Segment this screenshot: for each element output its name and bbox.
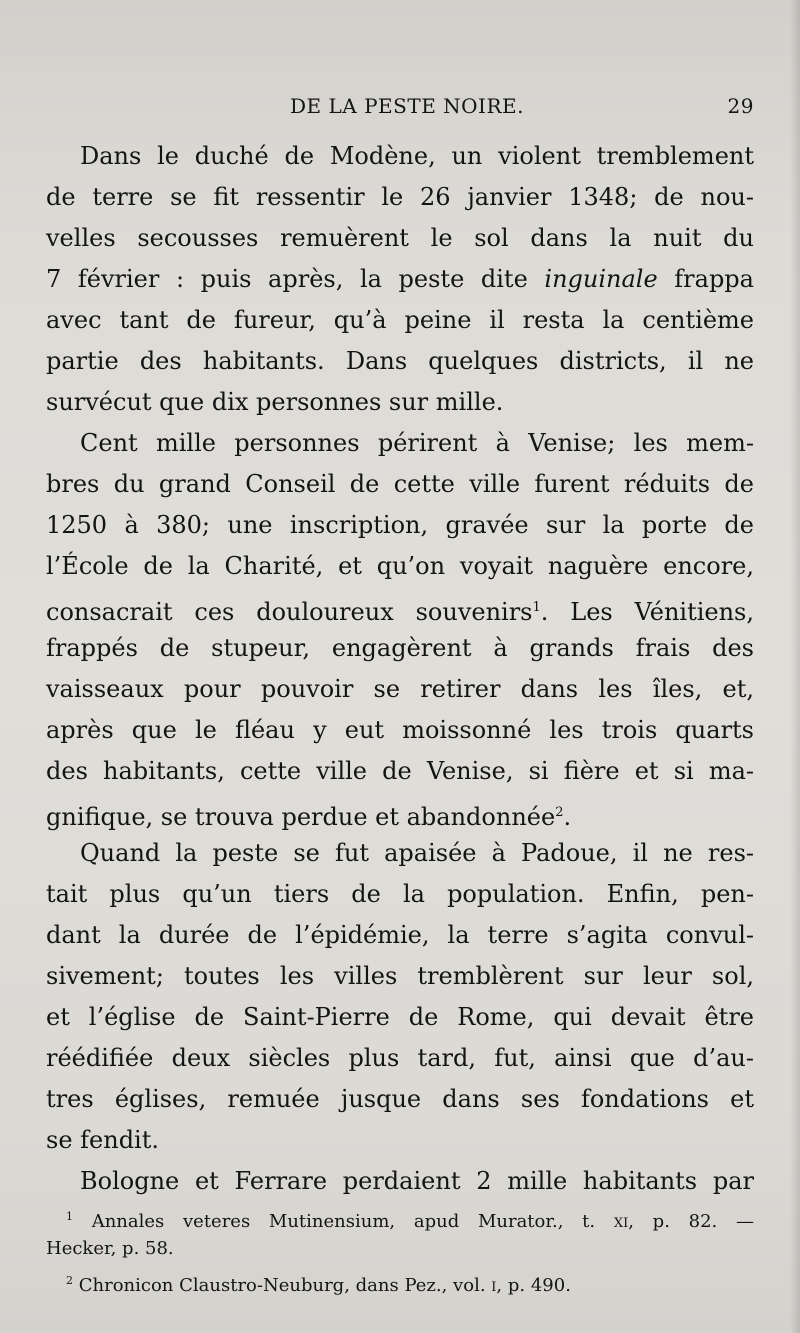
text-line: Quand la peste se fut apaisée à Padoue, il ne res- [80, 839, 754, 867]
page-number: 29 [727, 94, 754, 118]
footnote-text: Chronicon Claustro-Neuburg, dans Pez., vol. [78, 1275, 486, 1296]
footnote-1-continued: Hecker, p. 58. [46, 1238, 174, 1259]
text-segment: 7 février : puis après, la peste dite [46, 265, 528, 293]
text-line: l’École de la Charité, et qu’on voyait naguère encore, [46, 552, 754, 580]
text-segment: consacrait ces douloureux souvenirs [46, 598, 533, 626]
text-line: se fendit. [46, 1126, 160, 1154]
text-line: 1250 à 380; une inscription, gravée sur la porte de [46, 511, 754, 539]
footnote-volume: xi [613, 1211, 629, 1232]
text-line: après que le fléau y eut moissonné les trois quarts [46, 716, 754, 744]
text-line: réédifiée deux siècles plus tard, fut, ainsi que d’au- [46, 1044, 754, 1072]
footnote-2 [46, 1265, 754, 1297]
text-line: de terre se fit ressentir le 26 janvier 1348; de nou- [46, 183, 754, 211]
italic-term: inguinale [544, 265, 658, 293]
footnote-1 [46, 1201, 754, 1233]
text-line: sivement; toutes les villes tremblèrent sur leur sol, [46, 962, 754, 990]
footnote-text: , p. 490. [496, 1275, 571, 1296]
text-line: vaisseaux pour pouvoir se retirer dans les îles, et, [46, 675, 754, 703]
text-line: des habitants, cette ville de Venise, si fière et si ma- [46, 757, 754, 785]
text-segment: frappa [674, 265, 754, 293]
text-line: Dans le duché de Modène, un violent tremblement [80, 142, 754, 170]
footnote-text: Annales veteres Mutinensium, apud Murator., t. [91, 1211, 596, 1232]
body-text [46, 136, 754, 1202]
text-line: tait plus qu’un tiers de la population. Enfin, pen- [46, 880, 754, 908]
text-segment: . Les Vénitiens, [540, 598, 755, 626]
text-line [46, 587, 754, 628]
text-line [46, 259, 754, 300]
text-line: avec tant de fureur, qu’à peine il resta la centième [46, 306, 754, 334]
footnote-ref: 2 [555, 805, 564, 820]
footnote-text: , p. 82. — [628, 1211, 754, 1232]
text-line: frappés de stupeur, engagèrent à grands frais des [46, 634, 754, 662]
running-title: DE LA PESTE NOIRE. [290, 94, 524, 118]
text-segment: gnifique, se trouva perdue et abandonnée [46, 803, 556, 831]
text-line: partie des habitants. Dans quelques districts, il ne [46, 347, 754, 375]
text-line: tres églises, remuée jusque dans ses fondations et [46, 1085, 754, 1113]
text-line: survécut que dix personnes sur mille. [46, 388, 504, 416]
footnotes [46, 1201, 754, 1297]
text-line: velles secousses remuèrent le sol dans la nuit du [46, 224, 754, 252]
footnote-ref: 1 [532, 600, 541, 615]
footnote-volume: i [491, 1275, 497, 1296]
text-line: bres du grand Conseil de cette ville furent réduits de [46, 470, 754, 498]
footnote-marker: 2 [66, 1274, 73, 1287]
footnote-marker: 1 [66, 1210, 73, 1223]
text-line: et l’église de Saint-Pierre de Rome, qui devait être [46, 1003, 754, 1031]
running-head [46, 94, 754, 124]
text-line: Bologne et Ferrare perdaient 2 mille habitants par [80, 1167, 754, 1195]
text-line: Cent mille personnes périrent à Venise; les mem- [80, 429, 754, 457]
text-line [46, 792, 754, 833]
text-line: dant la durée de l’épidémie, la terre s’agita convul- [46, 921, 754, 949]
text-segment: . [563, 803, 572, 831]
